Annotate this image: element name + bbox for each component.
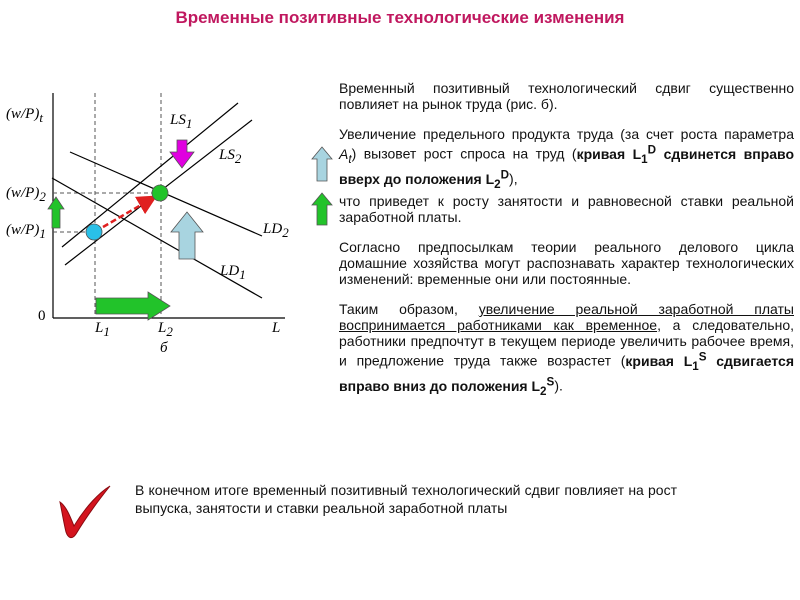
x-axis-label: L xyxy=(272,320,281,336)
equilibrium-point-2 xyxy=(152,185,168,201)
text-light-blue-up-arrow xyxy=(312,147,332,181)
label-ls2: LS2 xyxy=(219,147,242,166)
tick-l2: L2 xyxy=(158,320,173,339)
paragraph-3: Согласно предпосылкам теории реального делового цикла домашние хозяйства могут распознавать характер технологических изменений: временные они или постоянные. xyxy=(339,238,794,287)
page-title: Временные позитивные технологические изменения xyxy=(175,8,625,27)
label-wp-t: (w/P)t xyxy=(6,106,43,125)
supply-shift-down-arrow xyxy=(170,140,194,168)
paragraph-4: Таким образом, увеличение реальной заработной платы воспринимается работниками как временное, а следовательно, работники предпочтут в текущем периоде увеличить рабочее время, и предложение труда также возрастет (кривая $L_1^S$ сдвигается вправо вниз до положения $L_2^S$). xyxy=(339,300,795,398)
label-wp-1: (w/P)1 xyxy=(6,222,46,241)
paragraph-2: Увеличение предельного продукта труда (за счет роста параметра $A_t$) вызовет рост спроса на труд (кривая $L_1^D$ сдвинется вправо вверх до положения $L_2^D$), что приведет к росту занятости и равновесной ставки реальной заработной платы. xyxy=(339,126,795,225)
origin-label: 0 xyxy=(38,308,46,324)
label-ld1: LD1 xyxy=(220,263,246,282)
explanation-text xyxy=(339,80,794,400)
label-ld2: LD2 xyxy=(263,221,289,240)
demand-shift-up-arrow xyxy=(171,212,203,259)
figure-caption: б xyxy=(160,340,168,356)
check-mark-icon xyxy=(60,486,110,538)
curve-ls1 xyxy=(62,103,238,247)
label-wp-2: (w/P)2 xyxy=(6,185,46,204)
equilibrium-shift-arrow xyxy=(103,198,153,227)
conclusion-text: В конечном итоге временный позитивный технологический сдвиг повлияет на рост выпуска, занятости и ставки реальной заработной платы xyxy=(135,482,677,516)
wage-up-arrow xyxy=(48,197,64,228)
equilibrium-point-1 xyxy=(86,224,102,240)
label-ls1: LS1 xyxy=(170,112,193,131)
text-green-up-arrow xyxy=(312,193,332,225)
tick-l1: L1 xyxy=(95,320,110,339)
employment-right-arrow xyxy=(96,292,170,320)
paragraph-1: Временный позитивный технологический сдвиг существенно повлияет на рынок труда (рис. б). xyxy=(339,80,794,112)
